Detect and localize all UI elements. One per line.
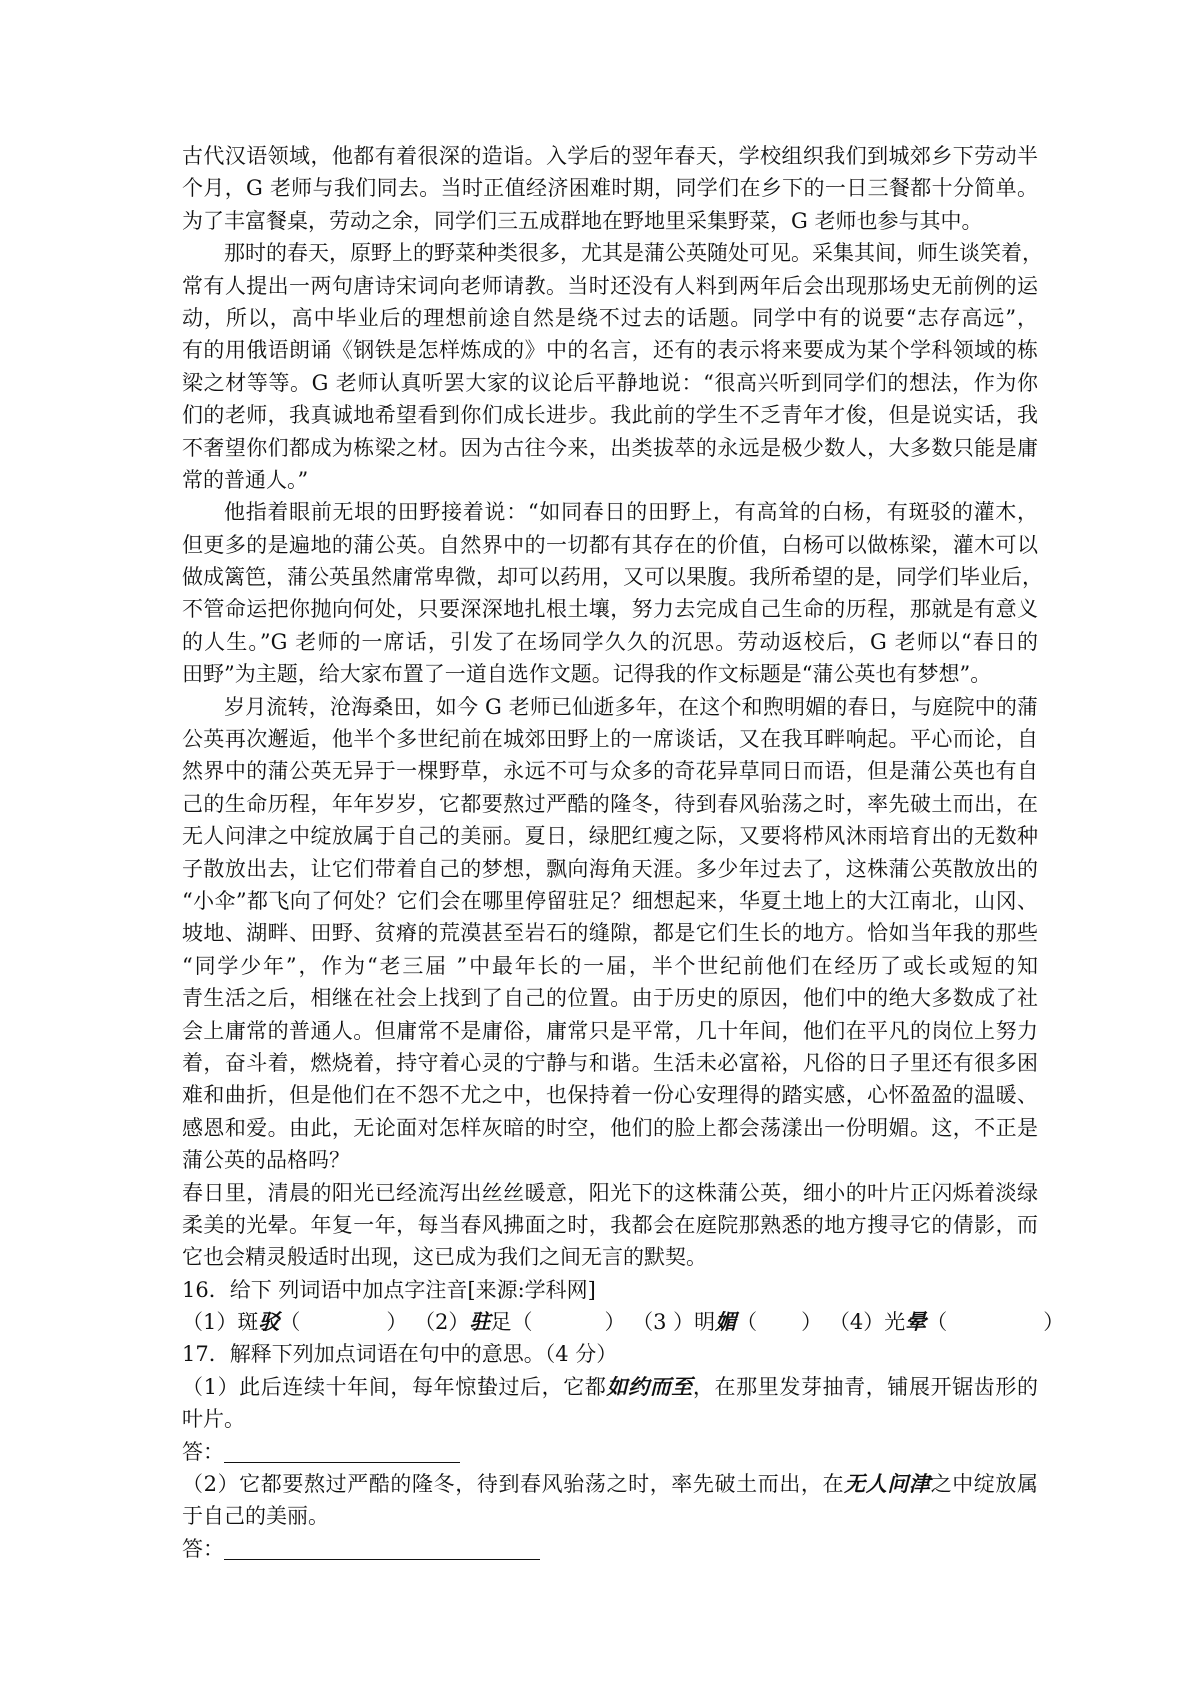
text-line: 不奢望你们都成为栋梁之材。因为古往今来，出类拔萃的永远是极少数人，大多数只能是庸 <box>182 435 1038 460</box>
text-line: 那时的春天，原野上的野菜种类很多，尤其是蒲公英随处可见。采集其间，师生谈笑着， <box>224 241 1043 266</box>
text-line: 们的老师，我真诚地希望看到你们成长进步。我此前的学生不乏青年才俊，但是说实话，我 <box>182 403 1038 428</box>
text-line: 青生活之后，相继在社会上找到了自己的位置。由于历史的原因，他们中的绝大多数成了社 <box>182 986 1038 1011</box>
text-line: 的人生。”G 老师的一席话，引发了在场同学久久的沉思。劳动返校后，G 老师以“春日的 <box>182 629 1038 654</box>
text-line: 着，奋斗着，燃烧着，持守着心灵的宁静与和谐。生活未必富裕，凡俗的日子里还有很多困 <box>182 1050 1038 1075</box>
text-line: 梁之材等等。G 老师认真听罢大家的议论后平静地说：“很高兴听到同学们的想法，作为你 <box>182 370 1038 395</box>
text-line: 古代汉语领域，他都有着很深的造诣。入学后的翌年春天，学校组织我们到城郊乡下劳动半 <box>182 144 1038 168</box>
paragraph-1 <box>182 140 1038 237</box>
text-line: 无人问津之中绽放属于自己的美丽。夏日，绿肥红瘦之际，又要将栉风沐雨培育出的无数种 <box>182 824 1038 849</box>
text-line: 做成篱笆，蒲公英虽然庸常卑微，却可以药用，又可以果腹。我所希望的是，同学们毕业后， <box>182 565 1043 590</box>
text-line: 个月，G 老师与我们同去。当时正值经济困难时期，同学们在乡下的一日三餐都十分简单。 <box>182 176 1038 201</box>
text-line: 动，所以，高中毕业后的理想前途自然是绕不过去的话题。同学中有的说要“志存高远”， <box>182 305 1038 330</box>
pinyin-items <box>182 1306 1065 1338</box>
text-line: 柔美的光晕。年复一年，每当春风拂面之时，我都会在庭院那熟悉的地方搜寻它的倩影，而 <box>182 1212 1038 1237</box>
paragraph-4 <box>182 691 1038 1177</box>
text-line: 他指着眼前无垠的田野接着说：“如同春日的田野上，有高耸的白杨，有斑驳的灌木， <box>224 500 1038 525</box>
text-line: 但更多的是遍地的蒲公英。自然界中的一切都有其存在的价值，白杨可以做栋梁，灌木可以 <box>182 532 1038 557</box>
question-title: 17．解释下列加点词语在句中的意思。（4 分） <box>182 1342 618 1367</box>
text-line: 会上庸常的普通人。但庸常不是庸俗，庸常只是平常，几十年间，他们在平凡的岗位上努力 <box>182 1018 1038 1043</box>
text-line: 蒲公英的品格吗？ <box>182 1148 350 1173</box>
answer-1: 答： <box>182 1436 1038 1468</box>
document-content <box>182 140 1065 1565</box>
text-line: “小伞”都飞向了何处？它们会在哪里停留驻足？细想起来，华夏土地上的大江南北，山冈、 <box>182 888 1038 913</box>
paragraph-5 <box>182 1177 1038 1274</box>
text-line: 为了丰富餐桌，劳动之余，同学们三五成群地在野地里采集野菜，G 老师也参与其中。 <box>182 208 983 233</box>
text-line: 常的普通人。” <box>182 467 309 492</box>
paragraph-3 <box>182 496 1043 690</box>
q17-item-1: （1）此后连续十年间，每年惊蛰过后，它都如约而至，在那里发芽抽青，铺展开锯齿形的 <box>182 1373 1039 1399</box>
question-title: 16．给下 列词语中加点字注音[来源:学科网] <box>182 1277 596 1302</box>
text-line: 春日里，清晨的阳光已经流泻出丝丝暖意，阳光下的这株蒲公英，细小的叶片正闪烁着淡绿 <box>182 1180 1038 1205</box>
text-line: “同学少年”，作为“老三届 ”中最年长的一届，半个世纪前他们在经历了或长或短的知 <box>182 953 1038 978</box>
text-line: 然界中的蒲公英无异于一棵野草，永远不可与众多的奇花异草同日而语，但是蒲公英也有自 <box>182 759 1038 784</box>
text-line: 公英再次邂逅，他半个多世纪前在城郊田野上的一席谈话，又在我耳畔响起。平心而论，自 <box>182 727 1038 752</box>
answer-1-blank[interactable] <box>224 1442 460 1463</box>
item-4: （4）光晕（ ） <box>828 1309 1065 1335</box>
answer-2-blank[interactable] <box>224 1539 540 1560</box>
item-2: （2）驻足（ ） <box>414 1309 626 1335</box>
paragraph-2 <box>182 237 1043 496</box>
question-17 <box>182 1338 1038 1565</box>
text-line: 田野”为主题，给大家布置了一道自选作文题。记得我的作文标题是“蒲公英也有梦想”。 <box>182 662 992 687</box>
q17-item-2-cont: 于自己的美丽。 <box>182 1504 329 1529</box>
text-line: 常有人提出一两句唐诗宋词向老师请教。当时还没有人料到两年后会出现那场史无前例的运 <box>182 273 1038 298</box>
text-line: 子散放出去，让它们带着自己的梦想，飘向海角天涯。多少年过去了，这株蒲公英散放出的 <box>182 856 1038 881</box>
text-line: 它也会精灵般适时出现，这已成为我们之间无言的默契。 <box>182 1245 707 1270</box>
q17-item-1-cont: 叶片。 <box>182 1407 245 1432</box>
text-line: 坡地、湖畔、田野、贫瘠的荒漠甚至岩石的缝隙，都是它们生长的地方。恰如当年我的那些 <box>182 921 1038 946</box>
text-line: 岁月流转，沧海桑田，如今 G 老师已仙逝多年，在这个和煦明媚的春日，与庭院中的蒲 <box>224 694 1038 719</box>
text-line: 有的用俄语朗诵《钢铁是怎样炼成的》中的名言，还有的表示将来要成为某个学科领域的栋 <box>182 338 1038 363</box>
item-3: （3 ）明媚（ ） <box>632 1309 823 1335</box>
question-16 <box>182 1274 1065 1339</box>
text-line: 己的生命历程，年年岁岁，它都要熬过严酷的隆冬，待到春风骀荡之时，率先破土而出，在 <box>182 791 1038 816</box>
text-line: 难和曲折，但是他们在不怨不尤之中，也保持着一份心安理得的踏实感，心怀盈盈的温暖、 <box>182 1083 1038 1108</box>
text-line: 感恩和爱。由此，无论面对怎样灰暗的时空，他们的脸上都会荡漾出一份明媚。这，不正是 <box>182 1115 1038 1140</box>
item-1: （1）斑驳（ ） <box>182 1309 408 1335</box>
text-line: 不管命运把你抛向何处，只要深深地扎根土壤，努力去完成自己生命的历程，那就是有意义 <box>182 597 1038 622</box>
answer-2: 答： <box>182 1533 1038 1565</box>
q17-item-2: （2）它都要熬过严酷的隆冬，待到春风骀荡之时，率先破土而出，在无人问津之中绽放属 <box>182 1471 1039 1497</box>
